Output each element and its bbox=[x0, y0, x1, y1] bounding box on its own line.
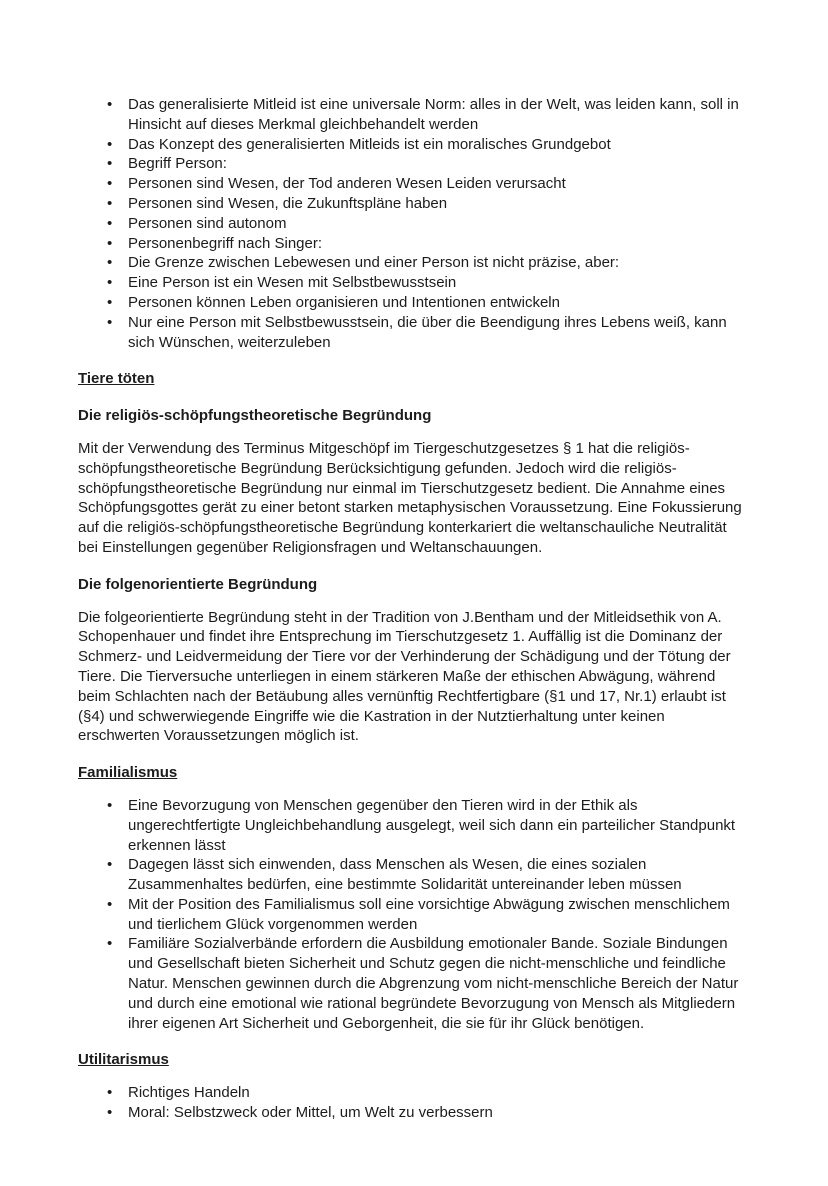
bullet-item: • Nur eine Person mit Selbstbewusstsein, die über die Beendigung ihres Lebens weiß, kann sich Wünschen, weiterzuleben bbox=[105, 313, 750, 353]
heading-utilitarismus: Utilitarismus bbox=[78, 1051, 169, 1069]
bullet-item: • Mit der Position des Familialismus soll eine vorsichtige Abwägung zwischen menschlichem und tierlichem Glück vorgenommen werden bbox=[105, 895, 750, 935]
intro-bullet-list bbox=[78, 95, 750, 352]
bullet-item: • Personen sind Wesen, die Zukunftspläne haben bbox=[105, 194, 750, 214]
heading-religioes-schoepfungstheoretische-begruendung: Die religiös-schöpfungstheoretische Begründung bbox=[78, 407, 432, 425]
heading-folgenorientierte-begruendung: Die folgenorientierte Begründung bbox=[78, 575, 318, 593]
heading-tiere-toeten: Tiere töten bbox=[78, 370, 155, 388]
paragraph-folgenorientierte-begruendung: Die folgeorientierte Begründung steht in der Tradition von J.Bentham und der Mitleidsethik von A. Schopenhauer und findet ihre Entsprechung im Tierschutzgesetz 1. Auffällig ist die Dominanz der Schmerz- und Leidvermeidung der Tiere vor der Verhinderung der Schädigung und der Tötung der Tiere. Die Tierversuche unterliegen in einem stärkeren Maße der ethischen Abwägung, während beim Schlachten nach der Betäubung alles vernünftig Rechtfertigbare (§1 und 17, Nr.1) erlaubt ist (§4) und schwerwiegende Eingriffe wie die Kastration in der Nutztierhaltung unter keinen erschwerten Voraussetzungen möglich ist. bbox=[78, 608, 731, 745]
bullet-item: • Moral: Selbstzweck oder Mittel, um Welt zu verbessern bbox=[105, 1103, 750, 1123]
bullet-item: • Das Konzept des generalisierten Mitleids ist ein moralisches Grundgebot bbox=[105, 135, 750, 155]
bullet-item: • Personenbegriff nach Singer: bbox=[105, 234, 750, 254]
bullet-item: • Die Grenze zwischen Lebewesen und einer Person ist nicht präzise, aber: bbox=[105, 253, 750, 273]
utilitarismus-bullet-list bbox=[78, 1083, 750, 1123]
bullet-item: • Dagegen lässt sich einwenden, dass Menschen als Wesen, die eines sozialen Zusammenhaltes bedürfen, eine bestimmte Solidarität untereinander leben müssen bbox=[105, 855, 750, 895]
bullet-item: • Personen sind autonom bbox=[105, 214, 750, 234]
bullet-item: • Eine Person ist ein Wesen mit Selbstbewusstsein bbox=[105, 273, 750, 293]
bullet-item: • Personen sind Wesen, der Tod anderen Wesen Leiden verursacht bbox=[105, 174, 750, 194]
bullet-item: • Richtiges Handeln bbox=[105, 1083, 750, 1103]
bullet-item: • Das generalisierte Mitleid ist eine universale Norm: alles in der Welt, was leiden kann, soll in Hinsicht auf dieses Merkmal gleichbehandelt werden bbox=[105, 95, 750, 135]
bullet-item: • Personen können Leben organisieren und Intentionen entwickeln bbox=[105, 293, 750, 313]
bullet-item: • Familiäre Sozialverbände erfordern die Ausbildung emotionaler Bande. Soziale Bindungen und Gesellschaft bieten Sicherheit und Schutz gegen die nicht-menschliche und feindliche Natur. Menschen gewinnen durch die Abgrenzung vom nicht-menschliche Bereich der Natur und durch eine emotional wie rational begründete Bevorzugung von Mensch als Mitgliedern ihrer eigenen Art Sicherheit und Geborgenheit, die sie für ihr Glück benötigen. bbox=[105, 934, 750, 1033]
bullet-item: • Eine Bevorzugung von Menschen gegenüber den Tieren wird in der Ethik als ungerechtfertigte Ungleichbehandlung ausgelegt, weil sich dann ein parteilicher Standpunkt erkennen lässt bbox=[105, 796, 750, 855]
bullet-item: • Begriff Person: bbox=[105, 154, 750, 174]
familialismus-bullet-list bbox=[78, 796, 750, 1034]
paragraph-religioes-schoepfungstheoretische-begruendung: Mit der Verwendung des Terminus Mitgeschöpf im Tiergeschutzgesetzes § 1 hat die religiös-schöpfungstheoretische Begründung Berücksichtigung gefunden. Jedoch wird die religiös-schöpfungstheoretische Begründung nur einmal im Tierschutzgesetz bedient. Die Annahme eines Schöpfungsgottes gerät zu einer betont starken metaphysischen Voraussetzung. Eine Fokussierung auf die religiös-schöpfungstheoretische Begründung konterkariert die weltanschauliche Neutralität bei Einstellungen gegenüber Religionsfragen und Weltanschauungen. bbox=[78, 439, 742, 556]
heading-familialismus: Familialismus bbox=[78, 764, 178, 782]
